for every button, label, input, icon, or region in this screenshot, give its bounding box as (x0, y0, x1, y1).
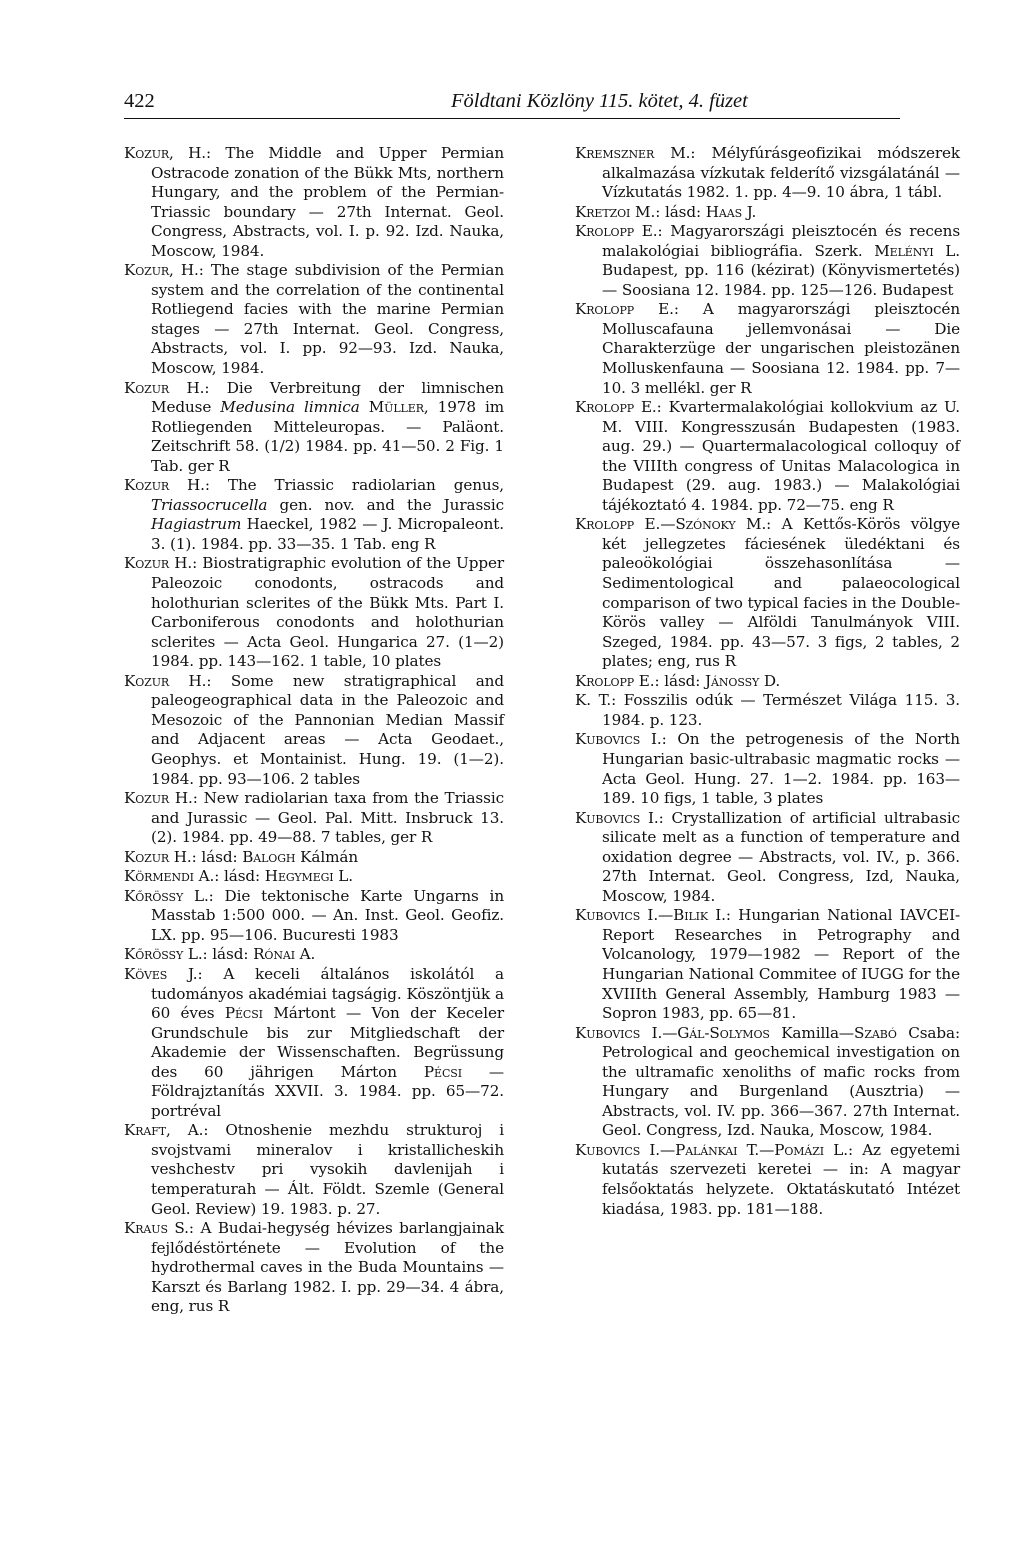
entry-author: Kretzoi M. (575, 202, 656, 221)
bibliography-entry (124, 144, 504, 261)
entry-text: : On the petrogenesis of the North Hungarian basic-ultrabasic magmatic rocks — Acta Geol. Hung. 27. 1—2. 1984. pp. 163—189. 10 figs, 1 table, 3 plates (602, 730, 960, 808)
entry-text: : A keceli általános iskolától a tudományos akadémiai tagságig. Köszöntjük a 60 éves (151, 964, 504, 1023)
entry-author: Kozur H. (124, 378, 205, 397)
entry-taxon: Medusina limnica (220, 398, 360, 417)
bibliography-entry (575, 144, 960, 203)
bibliography-entry (124, 379, 504, 477)
bibliography-entry (575, 1024, 960, 1141)
entry-text: : lásd: (191, 847, 243, 866)
entry-author-secondary: Hegymegi L. (264, 867, 353, 886)
entry-author: Kraus S. (124, 1219, 189, 1238)
entry-author: Körmendi A. (124, 867, 215, 886)
entry-taxon: Hagiastrum (151, 515, 242, 534)
bibliography-entry (575, 672, 960, 692)
entry-author: Köves J. (124, 964, 198, 983)
entry-text: : Kvartermalakológiai kollokvium az U. M. VIII. Kongresszusán Budapesten (1983. aug. 29.) — Quartermalacological colloquy of the VIIIth congress of Unitas Malacologica in Budapest (29. aug. 1983.) — Malakológiai tájékoztató 4. 1984. pp. 72—75. eng R (602, 398, 961, 514)
entry-author-secondary: Balogh (242, 847, 296, 866)
bibliography-entry (124, 965, 504, 1121)
bibliography-entry (575, 222, 960, 300)
entry-author-secondary: Melényi (874, 241, 934, 260)
entry-author-secondary: Pécsi (224, 1004, 263, 1023)
bibliography-entry (575, 515, 960, 671)
entry-author-secondary: Pécsi (423, 1062, 462, 1081)
entry-text: Haeckel, 1982 — J. Micropaleont. 3. (1). 1984. pp. 33—35. 1 Tab. eng R (151, 515, 504, 553)
entry-author: Krolopp E. (575, 671, 655, 690)
bibliography-entry (575, 809, 960, 907)
entry-text: : lásd: (202, 945, 254, 964)
bibliography-entry (575, 203, 960, 223)
entry-author: Kozur H. (124, 671, 207, 690)
entry-author-secondary: Szabó (854, 1023, 897, 1042)
entry-author: Kozur H. (124, 847, 192, 866)
entry-text: : The Middle and Upper Permian Ostracode zonation of the Bükk Mts, northern Hungary, and the problem of the Permian-Triassic boundary — 27th Internat. Geol. Congress, Abstracts, vol. I. p. 92. Izd. Nauka, Moscow, 1984. (151, 144, 505, 260)
bibliography-entry (575, 730, 960, 808)
bibliography-entry (124, 1121, 504, 1219)
entry-text: : Hungarian National IAVCEI-Report Researches in Petrography and Volcanology, 1979—1982 — Report of the Hungarian National Commitee of IUGG for the XVIIIth General Assembly, Hamburg 1983 — Sopron 1983, pp. 65—81. (602, 906, 960, 1023)
entry-text: : lásd: (214, 867, 265, 886)
entry-author: Krolopp E. (575, 222, 658, 241)
entry-author: Kozur, H. (124, 144, 207, 162)
bibliography-entry (575, 906, 960, 1023)
bibliography-entry (124, 476, 504, 554)
entry-text: : Crystallization of artificial ultrabasic silicate melt as a function of temperature and oxidation degree — Abstracts, vol. IV., p. 366. 27th Internat. Geol. Congress, Izd, Nauka, Moscow, 1984. (602, 808, 960, 905)
entry-author: Kubovics I.—Gál-Solymos (575, 1023, 770, 1042)
bibliography-entry (124, 672, 504, 789)
entry-text: : New radiolarian taxa from the Triassic and Jurassic — Geol. Pal. Mitt. Insbruck 13. (2). 1984. pp. 49—88. 7 tables, ger R (151, 789, 504, 847)
entry-text: : Some new stratigraphical and paleogeographical data in the Paleozoic and Mesozoic of the Pannonian Median Massif and Adjacent areas — Acta Geodaet., Geophys. et Montainist. Hung. 19. (1—2). 1984. pp. 93—106. 2 tables (151, 671, 504, 788)
entry-author: Kremszner M. (575, 144, 691, 162)
bibliography-entry (575, 398, 960, 515)
entry-author-secondary: Haas J. (705, 202, 757, 221)
entry-author: Kubovics I.—Bilik I. (575, 906, 726, 925)
entry-text: : Az egyetemi kutatás szervezeti keretei — in: A magyar felsőoktatás helyzete. Oktatáskutató Intézet kiadása, 1983. pp. 181—188. (602, 1140, 960, 1218)
entry-author: Krolopp E. (575, 300, 674, 319)
entry-text: : Biostratigraphic evolution of the Upper Paleozoic conodonts, ostracods and holothurian sclerites of the Bükk Mts. Part I. Carboniferous conodonts and holothurian sclerites — Acta Geol. Hungarica 27. (1—2) 1984. pp. 143—162. 1 table, 10 plates (151, 554, 504, 671)
entry-author: Kraft, A. (124, 1121, 204, 1140)
entry-text: : Die tektonische Karte Ungarns in Masstab 1:500 000. — An. Inst. Geol. Geofiz. LX. pp. 95—106. Bucuresti 1983 (151, 886, 504, 944)
entry-text: : A magyarországi pleisztocén Molluscafauna jellemvonásai — Die Charakterzüge der ungarischen pleistozänen Molluskenfauna — Soosiana 12. 1984. pp. 7—10. 3 mellékl. ger R (602, 300, 960, 397)
entry-author: Kozur H. (124, 554, 193, 573)
entry-text: , 1978 im Rotliegenden Mitteleuropas. — Paläont. Zeitschrift 58. (1/2) 1984. pp. 41—50. 2 Fig. 1 Tab. ger R (151, 398, 505, 475)
entry-author: Kozur H. (124, 789, 193, 808)
entry-text: : Die Verbreitung der limnischen Meduse (151, 378, 504, 417)
entry-text: : A Budai-hegység hévizes barlangjainak fejlődéstörténete — Evolution of the hydrothermal caves in the Buda Mountains — Karszt és Barlang 1982. I. pp. 29—34. 4 ábra, eng, rus R (151, 1219, 504, 1316)
entry-author-secondary: Rónai A. (253, 945, 316, 964)
entry-author-secondary: Jánossy D. (705, 671, 781, 690)
bibliography-entry (124, 1219, 504, 1317)
entry-text: : Magyarországi pleisztocén és recens malakológiai bibliográfia. Szerk. (602, 222, 961, 260)
entry-author: Kozur, H. (124, 261, 199, 280)
bibliography-entry (124, 867, 504, 887)
entry-author: Kubovics I.—Palánkai T.—Pomázi L. (575, 1140, 848, 1159)
journal-title: Földtani Közlöny 115. kötet, 4. füzet (451, 90, 748, 112)
entry-author: Kőrössy L. (124, 945, 203, 964)
entry-text: : The Triassic radiolarian genus, (204, 476, 504, 495)
bibliography-entry (575, 691, 960, 730)
entry-text: L. Budapest, pp. 116 (kézirat) (Könyvismertetés) — Soosiana 12. 1984. pp. 125—126. Budapest (602, 241, 960, 299)
entry-text: Mártont — Von der Keceler Grundschule bis zur Mitgliedschaft der Akademie der Wissenschaften. Begrüssung des 60 jährigen Márton (151, 1004, 504, 1081)
entry-author-secondary: Müller (359, 398, 424, 417)
bibliography-entry (124, 848, 504, 868)
bibliography-entry (124, 554, 504, 671)
entry-text: Kamilla— (769, 1023, 855, 1042)
page-number: 422 (124, 90, 155, 112)
bibliography-entry (124, 789, 504, 848)
entry-author: Kubovics I. (575, 808, 659, 827)
entry-author: Kozur H. (124, 476, 205, 495)
entry-author: Kőrössy L. (124, 886, 209, 905)
entry-text: : Mélyfúrásgeofizikai módszerek alkalmazása vízkutak felderítő vizsgálatánál — Vízkutatás 1982. 1. pp. 4—9. 10 ábra, 1 tábl. (602, 144, 960, 202)
bibliography-entry (575, 300, 960, 398)
entry-author: Krolopp E.—Szónoky M. (575, 515, 767, 534)
entry-text: : Otnoshenie mezhdu strukturoj i svojstvami mineralov i kristallicheskih veshchestv pri vysokih davlenijah i temperaturah — Ált. Földt. Szemle (General Geol. Review) 19. 1983. p. 27. (151, 1121, 504, 1218)
bibliography-entry (124, 261, 504, 378)
bibliography-entry (124, 945, 504, 965)
entry-text: : lásd: (655, 202, 706, 221)
entry-text: : A Kettős-Körös völgye két jellegzetes fáciesének üledéktani és paleoökológiai összehasonlítása — Sedimentological and palaeocological comparison of two typical facies in the Double-Körös valley — Alföldi Tanulmányok VIII. Szeged, 1984. pp. 43—57. 3 figs, 2 tables, 2 plates; eng, rus R (602, 515, 960, 671)
entry-text: Kálmán (295, 847, 359, 866)
entry-author: Kubovics I. (575, 730, 662, 749)
entry-text: : The stage subdivision of the Permian system and the correlation of the continental Rotliegend facies with the marine Permian stages — 27th Internat. Geol. Congress, Abstracts, vol. I. pp. 92—93. Izd. Nauka, Moscow, 1984. (151, 261, 504, 378)
right-column (575, 144, 960, 1219)
entry-author: K. T. (575, 691, 612, 710)
left-column (124, 144, 504, 1317)
bibliography-entry (124, 887, 504, 946)
entry-taxon: Triassocrucella (151, 495, 268, 514)
entry-text: : Fosszilis odúk — Természet Világa 115. 3. 1984. p. 123. (602, 691, 960, 729)
entry-author: Krolopp E. (575, 398, 657, 417)
entry-text: — Földrajztanítás XXVII. 3. 1984. pp. 65—72. portréval (151, 1062, 504, 1120)
entry-text: : lásd: (654, 671, 706, 690)
entry-text: gen. nov. and the Jurassic (267, 495, 504, 514)
entry-text: Csaba: Petrological and geochemical investigation on the ultramafic xenoliths of mafic rocks from Hungary and Burgenland (Ausztria) — Abstracts, vol. IV. pp. 366—367. 27th Internat. Geol. Congress, Izd. Nauka, Moscow, 1984. (602, 1023, 960, 1140)
running-head (124, 86, 900, 119)
bibliography-entry (575, 1141, 960, 1219)
